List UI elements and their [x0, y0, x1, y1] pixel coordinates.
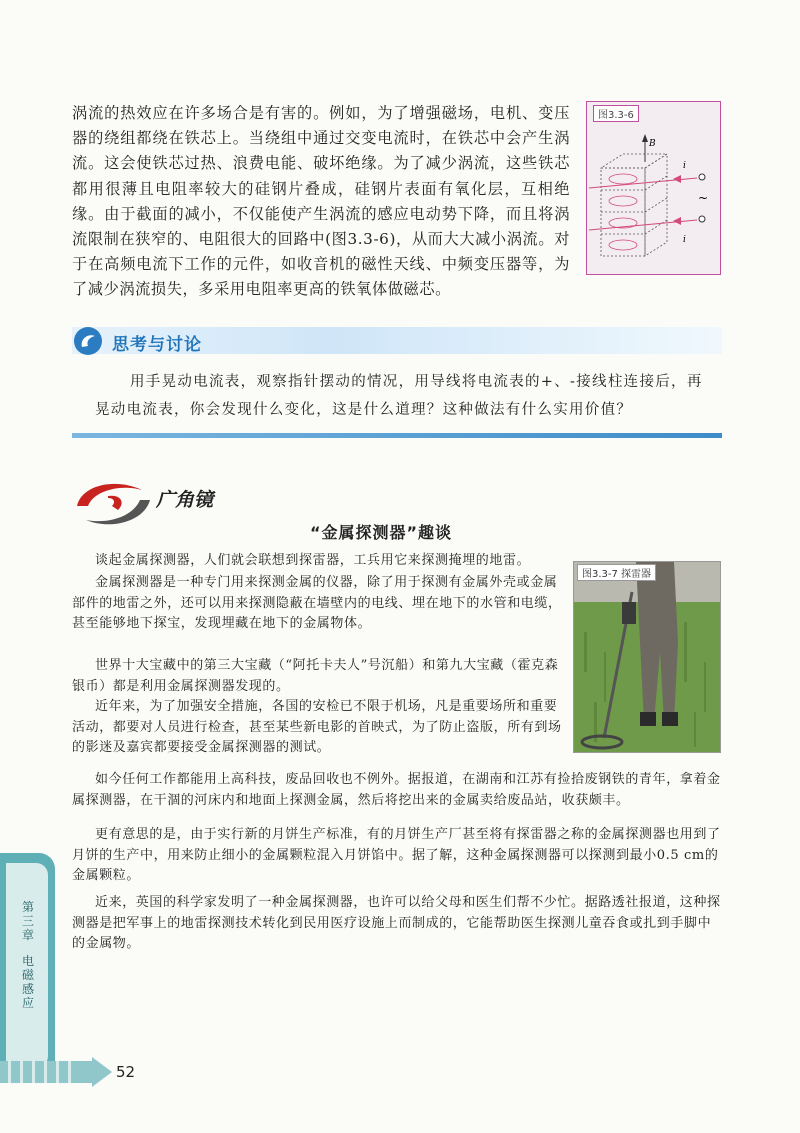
wide-angle-title: 广角镜: [156, 489, 214, 511]
core-block: [601, 154, 667, 256]
current-arrow-bottom: [673, 217, 681, 225]
terminal-bottom: [699, 216, 705, 222]
figure-label: 图3.3-7 探雷器: [577, 564, 656, 581]
page-footer-strip: [0, 1057, 120, 1087]
section-divider: [72, 433, 722, 438]
chapter-number: 第三章: [21, 900, 34, 942]
b-label: B: [649, 139, 656, 149]
ac-symbol: ~: [698, 191, 709, 205]
mine-detector-photo: [574, 562, 721, 753]
figure-3-3-6: [586, 101, 721, 275]
page-number: 52: [116, 1063, 136, 1081]
chapter-title: 电磁感应: [21, 954, 34, 1010]
current-label-top: i: [683, 161, 686, 171]
article-paragraph-7: 近来，英国的科学家发明了一种金属探测器，也许可以给父母和医生们帮不少忙。据路透社报道，这种探测器是把军事上的地雷探测技术转化到民用医疗设施上而制成的，它能帮助医生探测儿童吞食或扎到手脚中的金属物。: [72, 895, 721, 951]
think-discuss-title: 思考与讨论: [112, 335, 202, 355]
terminal-top: [699, 174, 705, 180]
figure-3-3-7: [573, 561, 721, 753]
laminated-core-diagram: [587, 102, 722, 276]
figure-label: 图3.3-6: [593, 105, 639, 122]
article-title: “金属探测器”趣谈: [310, 523, 453, 542]
chapter-side-label: [18, 900, 38, 1010]
think-discuss-icon: [74, 327, 102, 355]
b-field-arrowhead: [642, 134, 648, 142]
intro-paragraph: 涡流的热效应在许多场合是有害的。例如，为了增强磁场，电机、变压器的绕组都绕在铁芯上。当绕组中通过交变电流时，在铁芯中会产生涡流。这会使铁芯过热、浪费电能、破坏绝缘。为了减少涡流，这些铁芯都用很薄且电阻率较大的硅钢片叠成，硅钢片表面有氧化层，互相绝缘。由于截面的减小，不仅能使产生涡流的感应电动势下降，而且将涡流限制在狭窄的、电阻很大的回路中(图3.3-6)，从而大大减小涡流。对于在高频电流下工作的元件，如收音机的磁性天线、中频变压器等，为了减少涡流损失，多采用电阻率更高的铁氧体做磁芯。: [72, 104, 570, 299]
article-paragraph-5: 如今任何工作都能用上高科技，废品回收也不例外。据报道，在湖南和江苏有捡拾废钢铁的青年，拿着金属探测器，在干涸的河床内和地面上探测金属，然后将挖出来的金属卖给废品站，收获颇丰。: [72, 772, 721, 808]
spacer: [18, 942, 38, 954]
article-paragraph-3: 世界十大宝藏中的第三大宝藏（“阿托卡夫人”号沉船）和第九大宝藏（霍克森银币）都是利用金属探测器发现的。: [72, 658, 559, 694]
article-paragraph-4: 近年来，为了加强安全措施，各国的安检已不限于机场，凡是重要场所和重要活动，都要对人员进行检查，甚至某些新电影的首映式，为了防止盗版，所有到场的影迷及嘉宾都要接受金属探测器的测试。: [72, 699, 562, 755]
think-discuss-text: 用手晃动电流表，观察指针摆动的情况，用导线将电流表的+、-接线柱连接后，再晃动电流表，你会发现什么变化，这是什么道理？这种做法有什么实用价值？: [95, 374, 703, 418]
current-label-bottom: i: [683, 235, 686, 245]
article-paragraph-6: 更有意思的是，由于实行新的月饼生产标准，有的月饼生产厂甚至将有探雷器之称的金属探测器也用到了月饼的生产中，用来防止细小的金属颗粒混入月饼馅中。据了解，这种金属探测器可以探测到最小0.5 cm的金属颗粒。: [72, 827, 721, 883]
wide-angle-logo-icon: [72, 476, 157, 531]
current-arrow-top: [673, 175, 681, 183]
article-paragraph-1: 谈起金属探测器，人们就会联想到探雷器，工兵用它来探测掩埋的地雷。: [95, 553, 531, 568]
article-paragraph-2: 金属探测器是一种专门用来探测金属的仪器，除了用于探测有金属外壳或金属部件的地雷之外，还可以用来探测隐蔽在墙壁内的电线、埋在地下的水管和电缆，甚至能够地下探宝，发现埋藏在地下的金属物体。: [72, 575, 562, 631]
